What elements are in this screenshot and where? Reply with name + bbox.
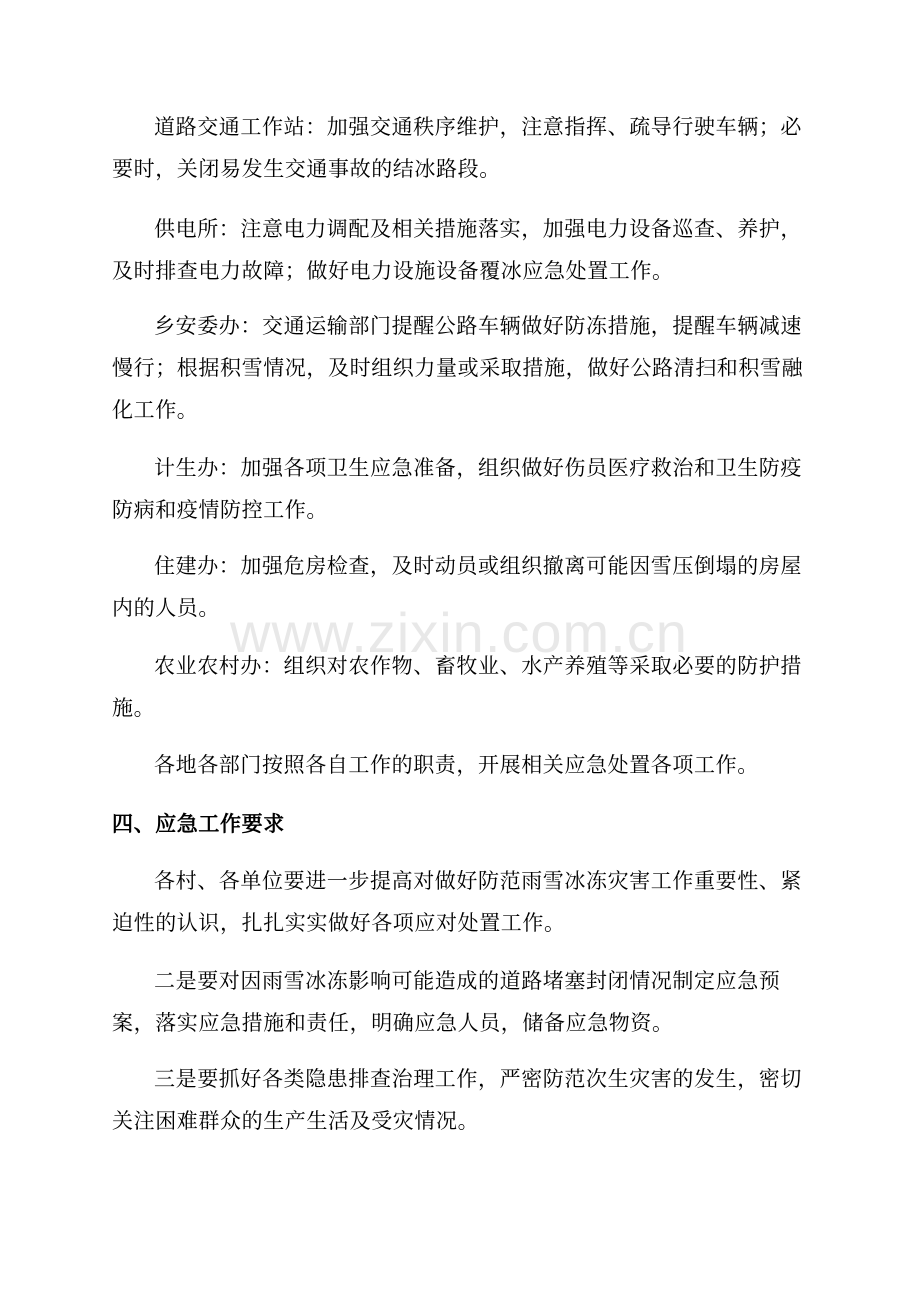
watermark: www.zixin.com.cn bbox=[230, 601, 688, 664]
paragraph-requirement-2: 二是要对因雨雪冰冻影响可能造成的道路堵塞封闭情况制定应急预案，落实应急措施和责任，明确应急人员，储备应急物资。 bbox=[112, 969, 781, 1035]
paragraph-housing-office: 住建办：加强危房检查，及时动员或组织撤离可能因雪压倒塌的房屋内的人员。 bbox=[112, 554, 802, 620]
paragraph-health-office: 计生办：加强各项卫生应急准备，组织做好伤员医疗救治和卫生防疫防病和疫情防控工作。 bbox=[112, 456, 802, 522]
paragraph-safety-office: 乡安委办：交通运输部门提醒公路车辆做好防冻措施，提醒车辆减速慢行；根据积雪情况，及时组织力量或采取措施，做好公路清扫和积雪融化工作。 bbox=[112, 314, 804, 422]
paragraph-power-supply: 供电所：注意电力调配及相关措施落实，加强电力设备巡查、养护，及时排查电力故障；做好电力设施设备覆冰应急处置工作。 bbox=[112, 217, 802, 283]
paragraph-all-departments: 各地各部门按照各自工作的职责，开展相关应急处置各项工作。 bbox=[154, 753, 759, 777]
paragraph-requirement-1: 各村、各单位要进一步提高对做好防范雨雪冰冻灾害工作重要性、紧迫性的认识，扎扎实实做好各项应对处置工作。 bbox=[112, 869, 802, 935]
paragraph-requirement-3: 三是要抓好各类隐患排查治理工作，严密防范次生灾害的发生，密切关注困难群众的生产生活及受灾情况。 bbox=[112, 1067, 802, 1133]
section-heading: 四、应急工作要求 bbox=[112, 811, 285, 836]
paragraph-road-traffic: 道路交通工作站：加强交通秩序维护，注意指挥、疏导行驶车辆；必要时，关闭易发生交通事故的结冰路段。 bbox=[112, 115, 802, 181]
paragraph-agriculture-office: 农业农村办：组织对农作物、畜牧业、水产养殖等采取必要的防护措施。 bbox=[112, 654, 802, 720]
